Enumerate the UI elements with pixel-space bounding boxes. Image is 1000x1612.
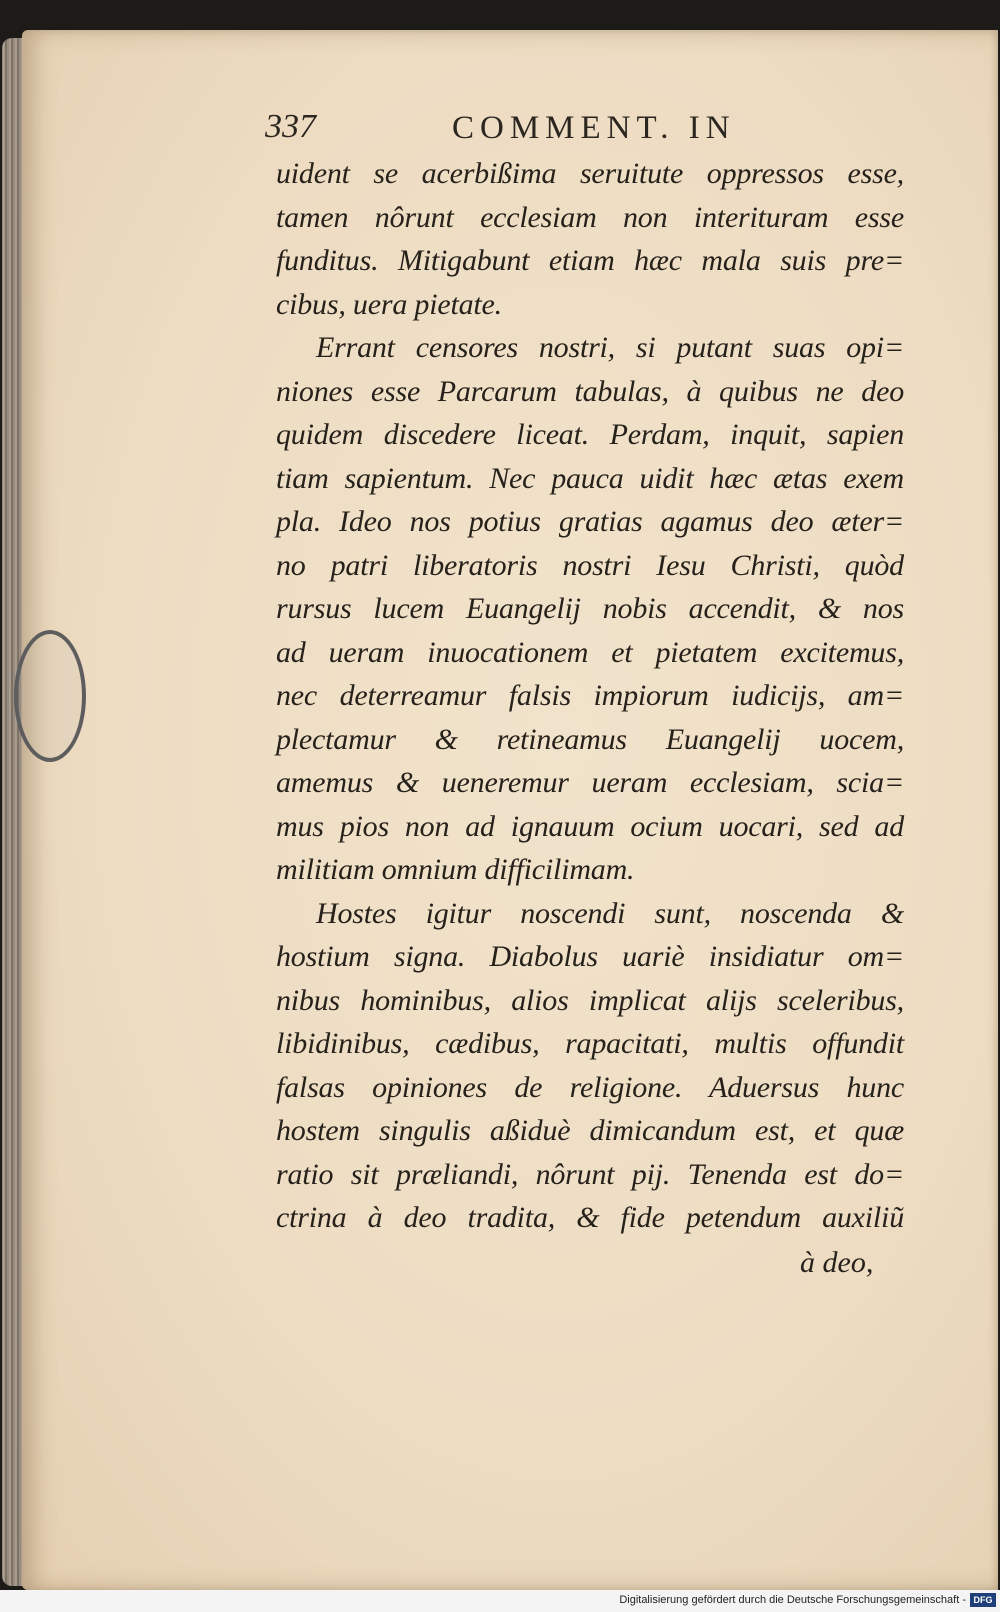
text-line: funditus. Mitigabunt etiam hæc mala suis pre=	[276, 244, 904, 277]
running-head	[0, 108, 1000, 148]
text-line: amemus & ueneremur ueram ecclesiam, scia=	[276, 766, 904, 799]
text-line: no patri liberatoris nostri Iesu Christi, quòd	[276, 548, 904, 582]
text-line: mus pios non ad ignauum ocium uocari, sed ad	[276, 809, 904, 843]
text-line: pla. Ideo nos potius gratias agamus deo æter=	[276, 505, 904, 538]
text-line: plectamur & retineamus Euangelij uocem,	[276, 722, 904, 756]
text-line: nibus hominibus, alios implicat alijs sceleribus,	[276, 983, 904, 1017]
text-line: libidinibus, cædibus, rapacitati, multis offundit	[276, 1027, 904, 1060]
text-line: ctrina à deo tradita, & fide petendum auxiliũ	[276, 1201, 904, 1234]
running-title: COMMENT. IN	[452, 110, 736, 146]
text-line: rursus lucem Euangelij nobis accendit, & nos	[276, 592, 904, 625]
text-line: nec deterreamur falsis impiorum iudicijs, am=	[276, 679, 904, 712]
text-line: ratio sit præliandi, nôrunt pij. Tenenda est do=	[276, 1157, 904, 1191]
text-line: hostem singulis aßiduè dimicandum est, et quæ	[276, 1114, 904, 1147]
text-line: quidem discedere liceat. Perdam, inquit, sapien	[276, 418, 904, 451]
binding-clip	[14, 630, 86, 762]
dfg-logo: DFG	[970, 1593, 996, 1607]
text-line: militiam omnium difficilimam.	[276, 853, 635, 886]
text-line: niones esse Parcarum tabulas, à quibus ne deo	[276, 374, 904, 408]
footer-bar	[0, 1590, 1000, 1612]
body-text	[276, 152, 904, 1240]
text-line: tiam sapientum. Nec pauca uidit hæc ætas exem	[276, 461, 904, 495]
text-line: Hostes igitur noscendi sunt, noscenda &	[316, 896, 904, 930]
footer-credit: Digitalisierung gefördert durch die Deutsche Forschungsgemeinschaft -	[619, 1594, 966, 1606]
text-line: tamen nôrunt ecclesiam non interituram esse	[276, 200, 904, 234]
text-line: cibus, uera pietate.	[276, 287, 502, 321]
text-line: falsas opiniones de religione. Aduersus hunc	[276, 1070, 904, 1104]
text-line: Errant censores nostri, si putant suas opi=	[316, 331, 904, 364]
catchword: à deo,	[800, 1246, 874, 1279]
page-number: 337	[265, 108, 316, 145]
text-line: hostium signa. Diabolus uariè insidiatur om=	[276, 940, 904, 973]
text-line: ad ueram inuocationem et pietatem excitemus,	[276, 635, 904, 669]
text-line: uident se acerbißima seruitute oppressos esse,	[276, 157, 904, 190]
